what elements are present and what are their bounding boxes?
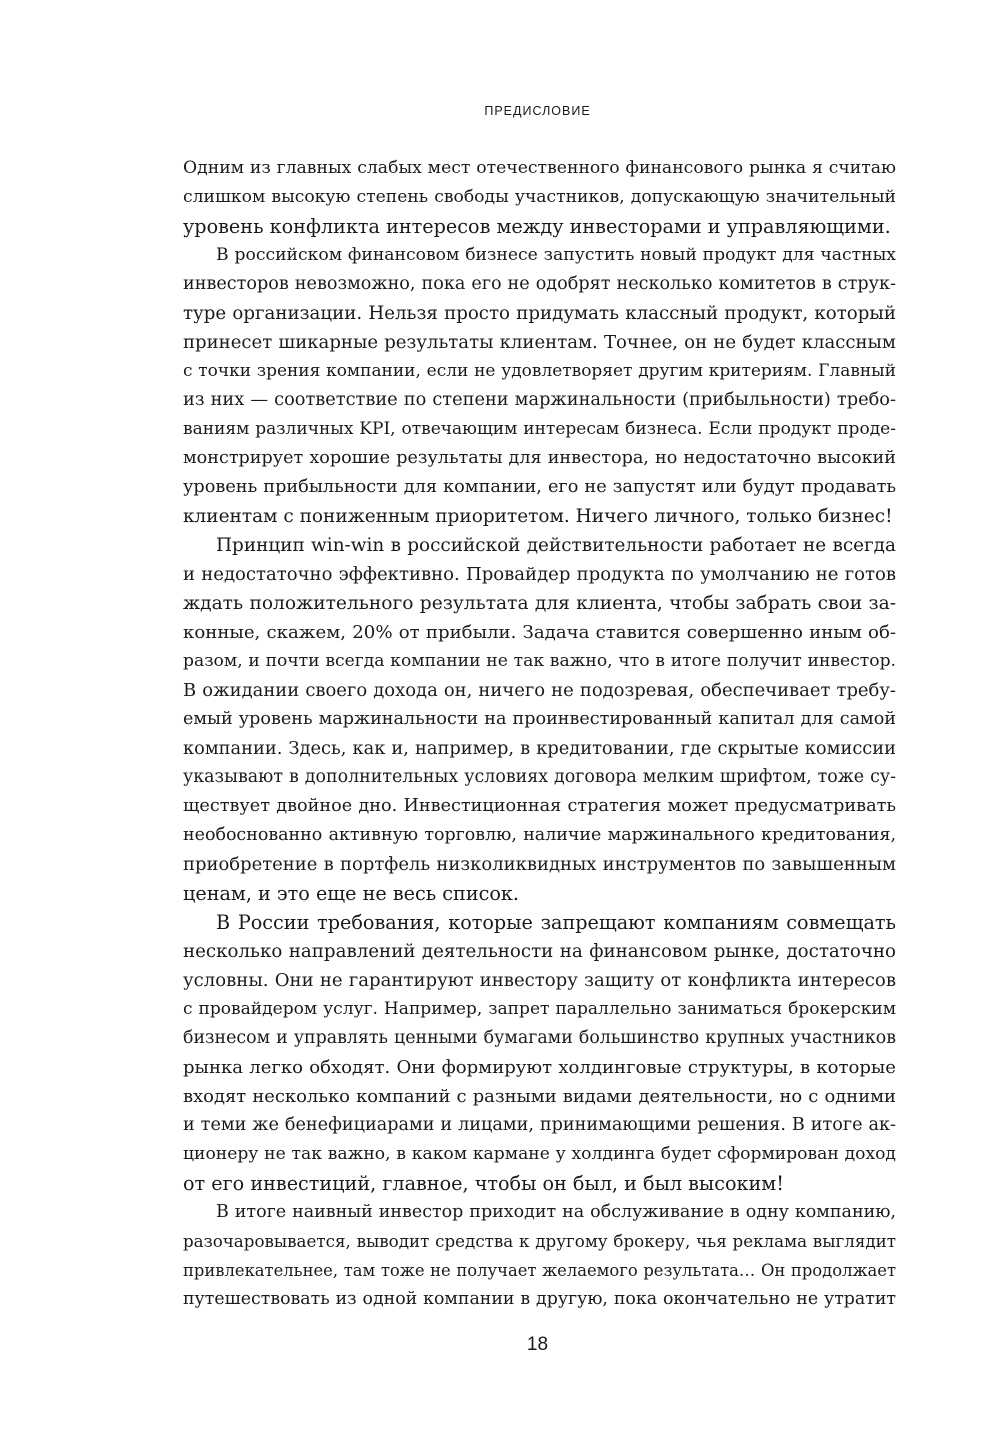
text-line: уровень конфликта интересов между инвесторами и управляющими.	[183, 215, 891, 238]
text-line: бизнесом и управлять ценными бумагами большинство крупных участников	[183, 1028, 896, 1048]
text-line: с провайдером услуг. Например, запрет параллельно заниматься брокерским	[183, 999, 896, 1019]
text-line: путешествовать из одной компании в другую, пока окончательно не утратит	[183, 1289, 896, 1309]
text-line: В российском финансовом бизнесе запустить новый продукт для частных	[216, 245, 896, 265]
text-line: ждать положительного результата для клиента, чтобы забрать свои за-	[183, 593, 896, 614]
text-line: рынка легко обходят. Они формируют холдинговые структуры, в которые	[183, 1057, 896, 1078]
text-line: ценам, и это еще не весь список.	[183, 882, 519, 905]
running-head: ПРЕДИСЛОВИЕ	[484, 104, 591, 118]
text-line: несколько направлений деятельности на финансовом рынке, достаточно	[183, 941, 896, 962]
text-line: Одним из главных слабых мест отечественного финансового рынка я считаю	[183, 158, 896, 178]
text-line: из них — соответствие по степени маржинальности (прибыльности) требо-	[183, 390, 896, 410]
text-line: туре организации. Нельзя просто придумать классный продукт, который	[183, 303, 896, 324]
text-line: и недостаточно эффективно. Провайдер продукта по умолчанию не готов	[183, 564, 896, 585]
text-line: клиентам с пониженным приоритетом. Ничего личного, только бизнес!	[183, 506, 893, 527]
text-line: с точки зрения компании, если не удовлетворяет другим критериям. Главный	[183, 361, 896, 381]
page-number: 18	[526, 1334, 549, 1355]
text-line: приобретение в портфель низколиквидных инструментов по завышенным	[183, 854, 896, 875]
text-line: входят несколько компаний с разными видами деятельности, но с одними	[183, 1086, 896, 1107]
text-line: инвесторов невозможно, пока его не одобрят несколько комитетов в струк-	[183, 274, 896, 294]
text-line: компании. Здесь, как и, например, в кредитовании, где скрытые комиссии	[183, 738, 896, 759]
text-line: ществует двойное дно. Инвестиционная стратегия может предусматривать	[183, 796, 896, 816]
text-line: условны. Они не гарантируют инвестору защиту от конфликта интересов	[183, 970, 896, 991]
text-line: разочаровывается, выводит средства к другому брокеру, чья реклама выглядит	[183, 1231, 896, 1251]
body-text	[183, 154, 896, 1314]
text-line: привлекательнее, там тоже не получает желаемого результата… Он продолжает	[183, 1261, 896, 1280]
text-line: ваниям различных KPI, отвечающим интересам бизнеса. Если продукт проде-	[183, 419, 896, 439]
text-line: конные, скажем, 20% от прибыли. Задача ставится совершенно иным об-	[183, 622, 896, 643]
text-line: и теми же бенефициарами и лицами, принимающими решения. В итоге ак-	[183, 1115, 896, 1135]
text-line: принесет шикарные результаты клиентам. Точнее, он не будет классным	[183, 332, 896, 353]
text-line: В итоге наивный инвестор приходит на обслуживание в одну компанию,	[216, 1202, 896, 1222]
text-line: емый уровень маржинальности на проинвестированный капитал для самой	[183, 709, 896, 729]
text-line: указывают в дополнительных условиях договора мелким шрифтом, тоже су-	[183, 767, 896, 787]
text-line: уровень прибыльности для компании, его не запустят или будут продавать	[183, 477, 896, 497]
text-line: слишком высокую степень свободы участников, допускающую значительный	[183, 187, 896, 207]
text-line: монстрирует хорошие результаты для инвестора, но недостаточно высокий	[183, 448, 896, 468]
text-line: В России требования, которые запрещают компаниям совмещать	[216, 911, 896, 934]
text-line: разом, и почти всегда компании не так важно, что в итоге получит инвестор.	[183, 651, 896, 671]
text-line: В ожидании своего дохода он, ничего не подозревая, обеспечивает требу-	[183, 680, 896, 701]
text-line: необоснованно активную торговлю, наличие маржинального кредитования,	[183, 825, 896, 845]
text-line: ционеру не так важно, в каком кармане у холдинга будет сформирован доход	[183, 1144, 896, 1164]
text-line: Принцип win-win в российской действительности работает не всегда	[216, 535, 896, 556]
text-line: от его инвестиций, главное, чтобы он был, и был высоким!	[183, 1172, 784, 1195]
